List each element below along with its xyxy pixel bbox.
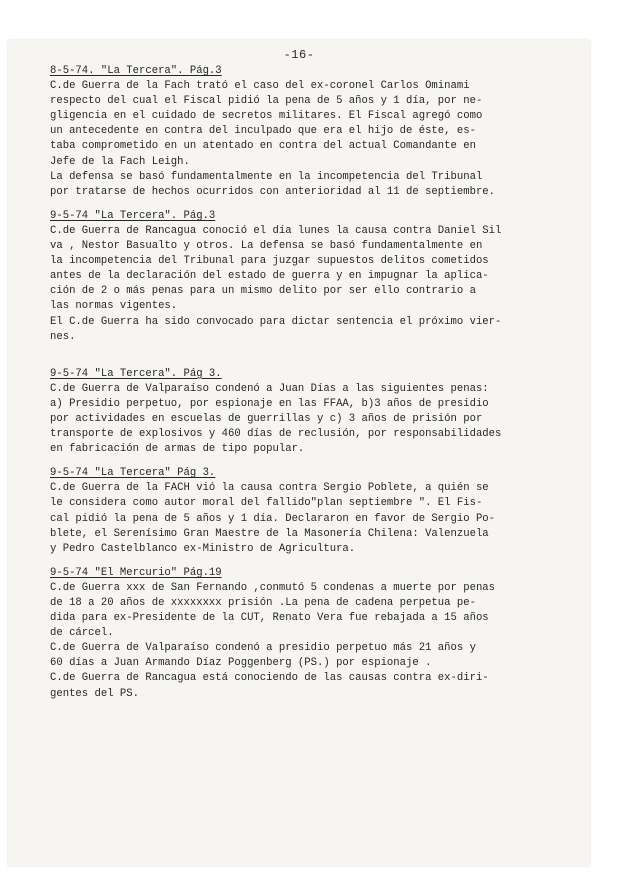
text-line: dida para ex-Presidente de la CUT, Renato Vera fue rebajada a 15 años bbox=[50, 612, 489, 625]
text-line: cal pidió la pena de 5 años y 1 día. Declararon en favor de Sergio Po- bbox=[50, 512, 496, 525]
entry-heading: 8-5-74. "La Tercera". Pág.3 bbox=[50, 65, 222, 77]
press-entry bbox=[50, 209, 578, 345]
text-line: ción de 2 o más penas para un mismo delito por ser ello contrario a bbox=[50, 285, 476, 298]
document-page bbox=[8, 40, 590, 866]
page-number: -16- bbox=[283, 48, 315, 62]
text-line: la incompetencia del Tribunal para juzgar supuestos delitos cometidos bbox=[50, 255, 489, 268]
entry-heading: 9-5-74 "La Tercera" Pág 3. bbox=[50, 467, 216, 480]
text-line: transporte de explosivos y 460 días de reclusión, por responsabilidades bbox=[50, 428, 502, 441]
text-line: en fabricación de armas de tipo popular. bbox=[50, 443, 305, 456]
press-entries bbox=[50, 64, 578, 711]
text-line: un antecedente en contra del inculpado que era el hijo de éste, es- bbox=[50, 125, 476, 138]
entry-heading: 9-5-74 "La Tercera". Pág 3. bbox=[50, 367, 222, 380]
entry-heading: 9-5-74 "La Tercera". Pág.3 bbox=[50, 209, 216, 222]
text-line: C.de Guerra de Rancagua conoció el día lunes la causa contra Daniel Sil bbox=[50, 224, 502, 237]
text-line: de cárcel. bbox=[50, 627, 114, 640]
text-line: respecto del cual el Fiscal pidió la pena de 5 años y 1 día, por ne- bbox=[50, 95, 483, 108]
entry-paragraph bbox=[50, 170, 578, 200]
text-line: C.de Guerra de Valparaíso condenó a presidio perpetuo más 21 años y bbox=[50, 642, 476, 655]
entry-paragraph bbox=[50, 641, 578, 671]
text-line: le considera como autor moral del fallido"plan septiembre ". El Fis- bbox=[50, 497, 483, 510]
text-line: y Pedro Castelblanco ex-Ministro de Agricultura. bbox=[50, 542, 356, 555]
text-line: El C.de Guerra ha sido convocado para dictar sentencia el próximo vier- bbox=[50, 315, 502, 328]
text-line: C.de Guerra de Rancagua está conociendo de las causas contra ex-diri- bbox=[50, 672, 489, 685]
text-line: C.de Guerra de la FACH vió la causa contra Sergio Poblete, a quién se bbox=[50, 482, 489, 495]
text-line: C.de Guerra de la Fach trató el caso del ex-coronel Carlos Ominami bbox=[50, 80, 470, 93]
text-line: La defensa se basó fundamentalmente en la incompetencia del Tribunal bbox=[50, 170, 483, 183]
text-line: de 18 a 20 años de xxxxxxxx prisión .La pena de cadena perpetua pe- bbox=[50, 597, 476, 609]
press-entry bbox=[50, 566, 578, 702]
text-line: va , Nestor Basualto y otros. La defensa se basó fundamentalmente en bbox=[50, 240, 483, 253]
text-line: las normas vigentes. bbox=[50, 300, 178, 313]
entry-paragraph bbox=[50, 382, 578, 457]
press-entry bbox=[50, 466, 578, 557]
entry-paragraph bbox=[50, 315, 578, 345]
entry-paragraph bbox=[50, 481, 578, 556]
text-line: gligencia en el cuidado de secretos militares. El Fiscal agregó como bbox=[50, 110, 483, 123]
entry-paragraph bbox=[50, 79, 578, 170]
text-line: Jefe de la Fach Leigh. bbox=[50, 155, 190, 168]
text-line: 60 días a Juan Armando Díaz Poggenberg (PS.) por espionaje . bbox=[50, 657, 432, 670]
text-line: nes. bbox=[50, 330, 76, 343]
text-line: por actividades en escuelas de guerrillas y c) 3 años de prisión por bbox=[50, 412, 483, 425]
text-line: C.de Guerra xxx de San Fernando ,conmutó 5 condenas a muerte por penas bbox=[50, 581, 496, 594]
text-line: a) Presidio perpetuo, por espionaje en las FFAA, b)3 años de presidio bbox=[50, 397, 489, 410]
entry-paragraph bbox=[50, 224, 578, 315]
entry-heading: 9-5-74 "El Mercurio" Pág.19 bbox=[50, 566, 222, 579]
press-entry bbox=[50, 64, 578, 200]
text-line: por tratarse de hechos ocurridos con anterioridad al 11 de septiembre. bbox=[50, 185, 496, 198]
text-line: gentes del PS. bbox=[50, 687, 140, 700]
text-line: C.de Guerra de Valparaíso condenó a Juan Días a las siguientes penas: bbox=[50, 382, 489, 395]
press-entry bbox=[50, 367, 578, 458]
entry-paragraph bbox=[50, 581, 578, 641]
text-line: blete, el Serenísimo Gran Maestre de la Masonería Chilena: Valenzuela bbox=[50, 527, 489, 540]
text-line: taba comprometido en un atentado en contra del actual Comandante en bbox=[50, 140, 476, 153]
entry-paragraph bbox=[50, 671, 578, 701]
text-line: antes de la declaración del estado de guerra y en impugnar la aplica- bbox=[50, 270, 489, 283]
